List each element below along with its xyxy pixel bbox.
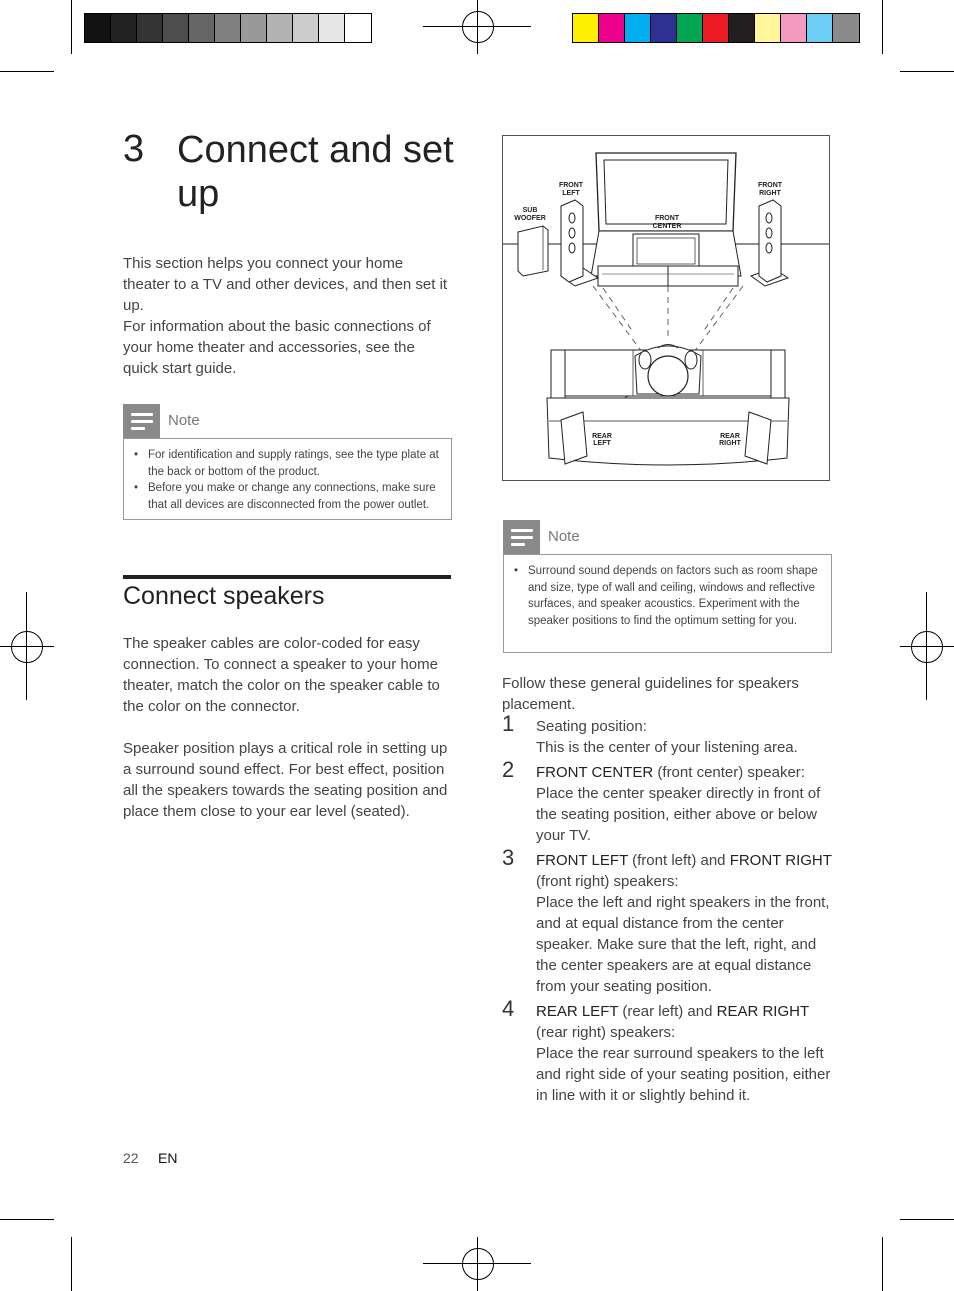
step-number: 3	[502, 845, 515, 870]
step-detail: Place the center speaker directly in front of the seating position, either above or below your TV.	[536, 785, 821, 844]
label-rear-left: REAR	[592, 433, 612, 440]
label-rear-right: REAR	[720, 433, 740, 440]
color-swatch	[267, 14, 293, 42]
step-heading: Seating position:	[536, 718, 647, 735]
guidelines-intro: Follow these general guidelines for speakers placement.	[502, 675, 799, 713]
note-icon	[503, 520, 540, 554]
intro-paragraph: This section helps you connect your home theater to a TV and other devices, and then set it up.	[123, 255, 448, 314]
label-subwoofer: SUB	[522, 207, 538, 214]
note-list	[124, 447, 451, 513]
color-swatch	[651, 14, 677, 42]
note-box	[123, 438, 452, 520]
note-icon	[123, 404, 160, 438]
step-detail: Place the rear surround speakers to the left and right side of your seating position, either in line with it or slightly behind it.	[536, 1045, 831, 1104]
label-subwoofer: WOOFER	[514, 215, 546, 222]
chapter-intro	[123, 253, 453, 379]
chapter-title: Connect and set up	[177, 129, 454, 215]
step-heading: (rear right) speakers:	[536, 1024, 676, 1041]
color-swatch	[189, 14, 215, 42]
step-number: 2	[502, 757, 515, 782]
color-swatch	[293, 14, 319, 42]
note-label: Note	[168, 412, 200, 429]
subwoofer-icon	[518, 226, 548, 276]
color-swatch	[703, 14, 729, 42]
intro-paragraph: For information about the basic connections of your home theater and accessories, see the quick start guide.	[123, 318, 431, 377]
chapter-number: 3	[123, 128, 145, 170]
color-swatch	[573, 14, 599, 42]
color-swatch	[625, 14, 651, 42]
speaker-placement-diagram	[502, 135, 830, 481]
step-heading: (front right) speakers:	[536, 873, 679, 890]
step-item	[502, 757, 837, 846]
note-label: Note	[548, 528, 580, 545]
section-title: Connect speakers	[123, 582, 325, 610]
step-detail: Place the left and right speakers in the front, and at equal distance from the center speaker. Make sure that the left, right, and the center speakers are at equal distance from your seating position.	[536, 894, 830, 995]
color-swatch	[319, 14, 345, 42]
note-item: • Surround sound depends on factors such as room shape and size, type of wall and ceiling, windows and reflective surfaces, and speaker acoustics. Experiment with the speaker positions to find the optimum setting for you.	[504, 563, 821, 629]
color-swatch	[781, 14, 807, 42]
step-detail: This is the center of your listening area.	[536, 739, 798, 756]
listener-icon	[635, 345, 701, 397]
color-swatch	[833, 14, 859, 42]
step-keyword: FRONT LEFT	[536, 852, 628, 869]
step-number: 1	[502, 711, 515, 736]
label-front-left: FRONT	[558, 182, 584, 189]
step-heading: (front center) speaker:	[653, 764, 805, 781]
section-body	[123, 633, 455, 822]
label-front-center: FRONT	[654, 215, 680, 222]
step-heading: (front left) and	[627, 852, 730, 869]
front-right-speaker-icon	[751, 200, 788, 286]
color-swatch	[215, 14, 241, 42]
label-front-center: CENTER	[652, 223, 682, 230]
guidelines-steps	[502, 711, 837, 1110]
language-code: EN	[158, 1150, 178, 1166]
process-color-bar	[572, 13, 860, 43]
step-keyword: REAR LEFT	[536, 1003, 619, 1020]
color-swatch	[111, 14, 137, 42]
note-box	[503, 554, 832, 653]
step-item	[502, 711, 837, 758]
step-item	[502, 996, 837, 1106]
section-paragraph: The speaker cables are color-coded for easy connection. To connect a speaker to your home theater, match the color on the speaker cable to the color on the connector.	[123, 635, 440, 715]
label-front-right: RIGHT	[759, 190, 781, 197]
label-rear-right: RIGHT	[719, 440, 741, 447]
step-heading: (rear left) and	[618, 1003, 717, 1020]
color-swatch	[677, 14, 703, 42]
step-keyword: FRONT RIGHT	[729, 852, 832, 869]
color-swatch	[599, 14, 625, 42]
label-front-left: LEFT	[562, 190, 580, 197]
color-swatch	[137, 14, 163, 42]
label-front-right: FRONT	[757, 182, 783, 189]
note-list	[504, 563, 821, 629]
step-number: 4	[502, 996, 515, 1021]
section-paragraph: Speaker position plays a critical role in setting up a surround sound effect. For best effect, position all the speakers towards the seating position and place them close to your ear level (seated).	[123, 740, 448, 820]
color-swatch	[241, 14, 267, 42]
color-swatch	[807, 14, 833, 42]
color-swatch	[755, 14, 781, 42]
gray-color-bar	[84, 13, 372, 43]
step-keyword: REAR RIGHT	[716, 1003, 809, 1020]
section-divider	[123, 575, 451, 579]
color-swatch	[729, 14, 755, 42]
color-swatch	[163, 14, 189, 42]
rear-right-speaker-icon	[745, 412, 771, 464]
label-rear-left: LEFT	[593, 440, 611, 447]
note-item: • Before you make or change any connections, make sure that all devices are disconnected from the power outlet.	[124, 480, 451, 513]
rear-left-speaker-icon	[561, 412, 587, 464]
note-item: • For identification and supply ratings, see the type plate at the back or bottom of the product.	[124, 447, 451, 480]
step-keyword: FRONT CENTER	[536, 764, 654, 781]
step-item	[502, 845, 837, 997]
page-number: 22	[123, 1150, 139, 1166]
color-swatch	[345, 14, 371, 42]
speaker-diagram-svg	[503, 136, 829, 480]
color-swatch	[85, 14, 111, 42]
